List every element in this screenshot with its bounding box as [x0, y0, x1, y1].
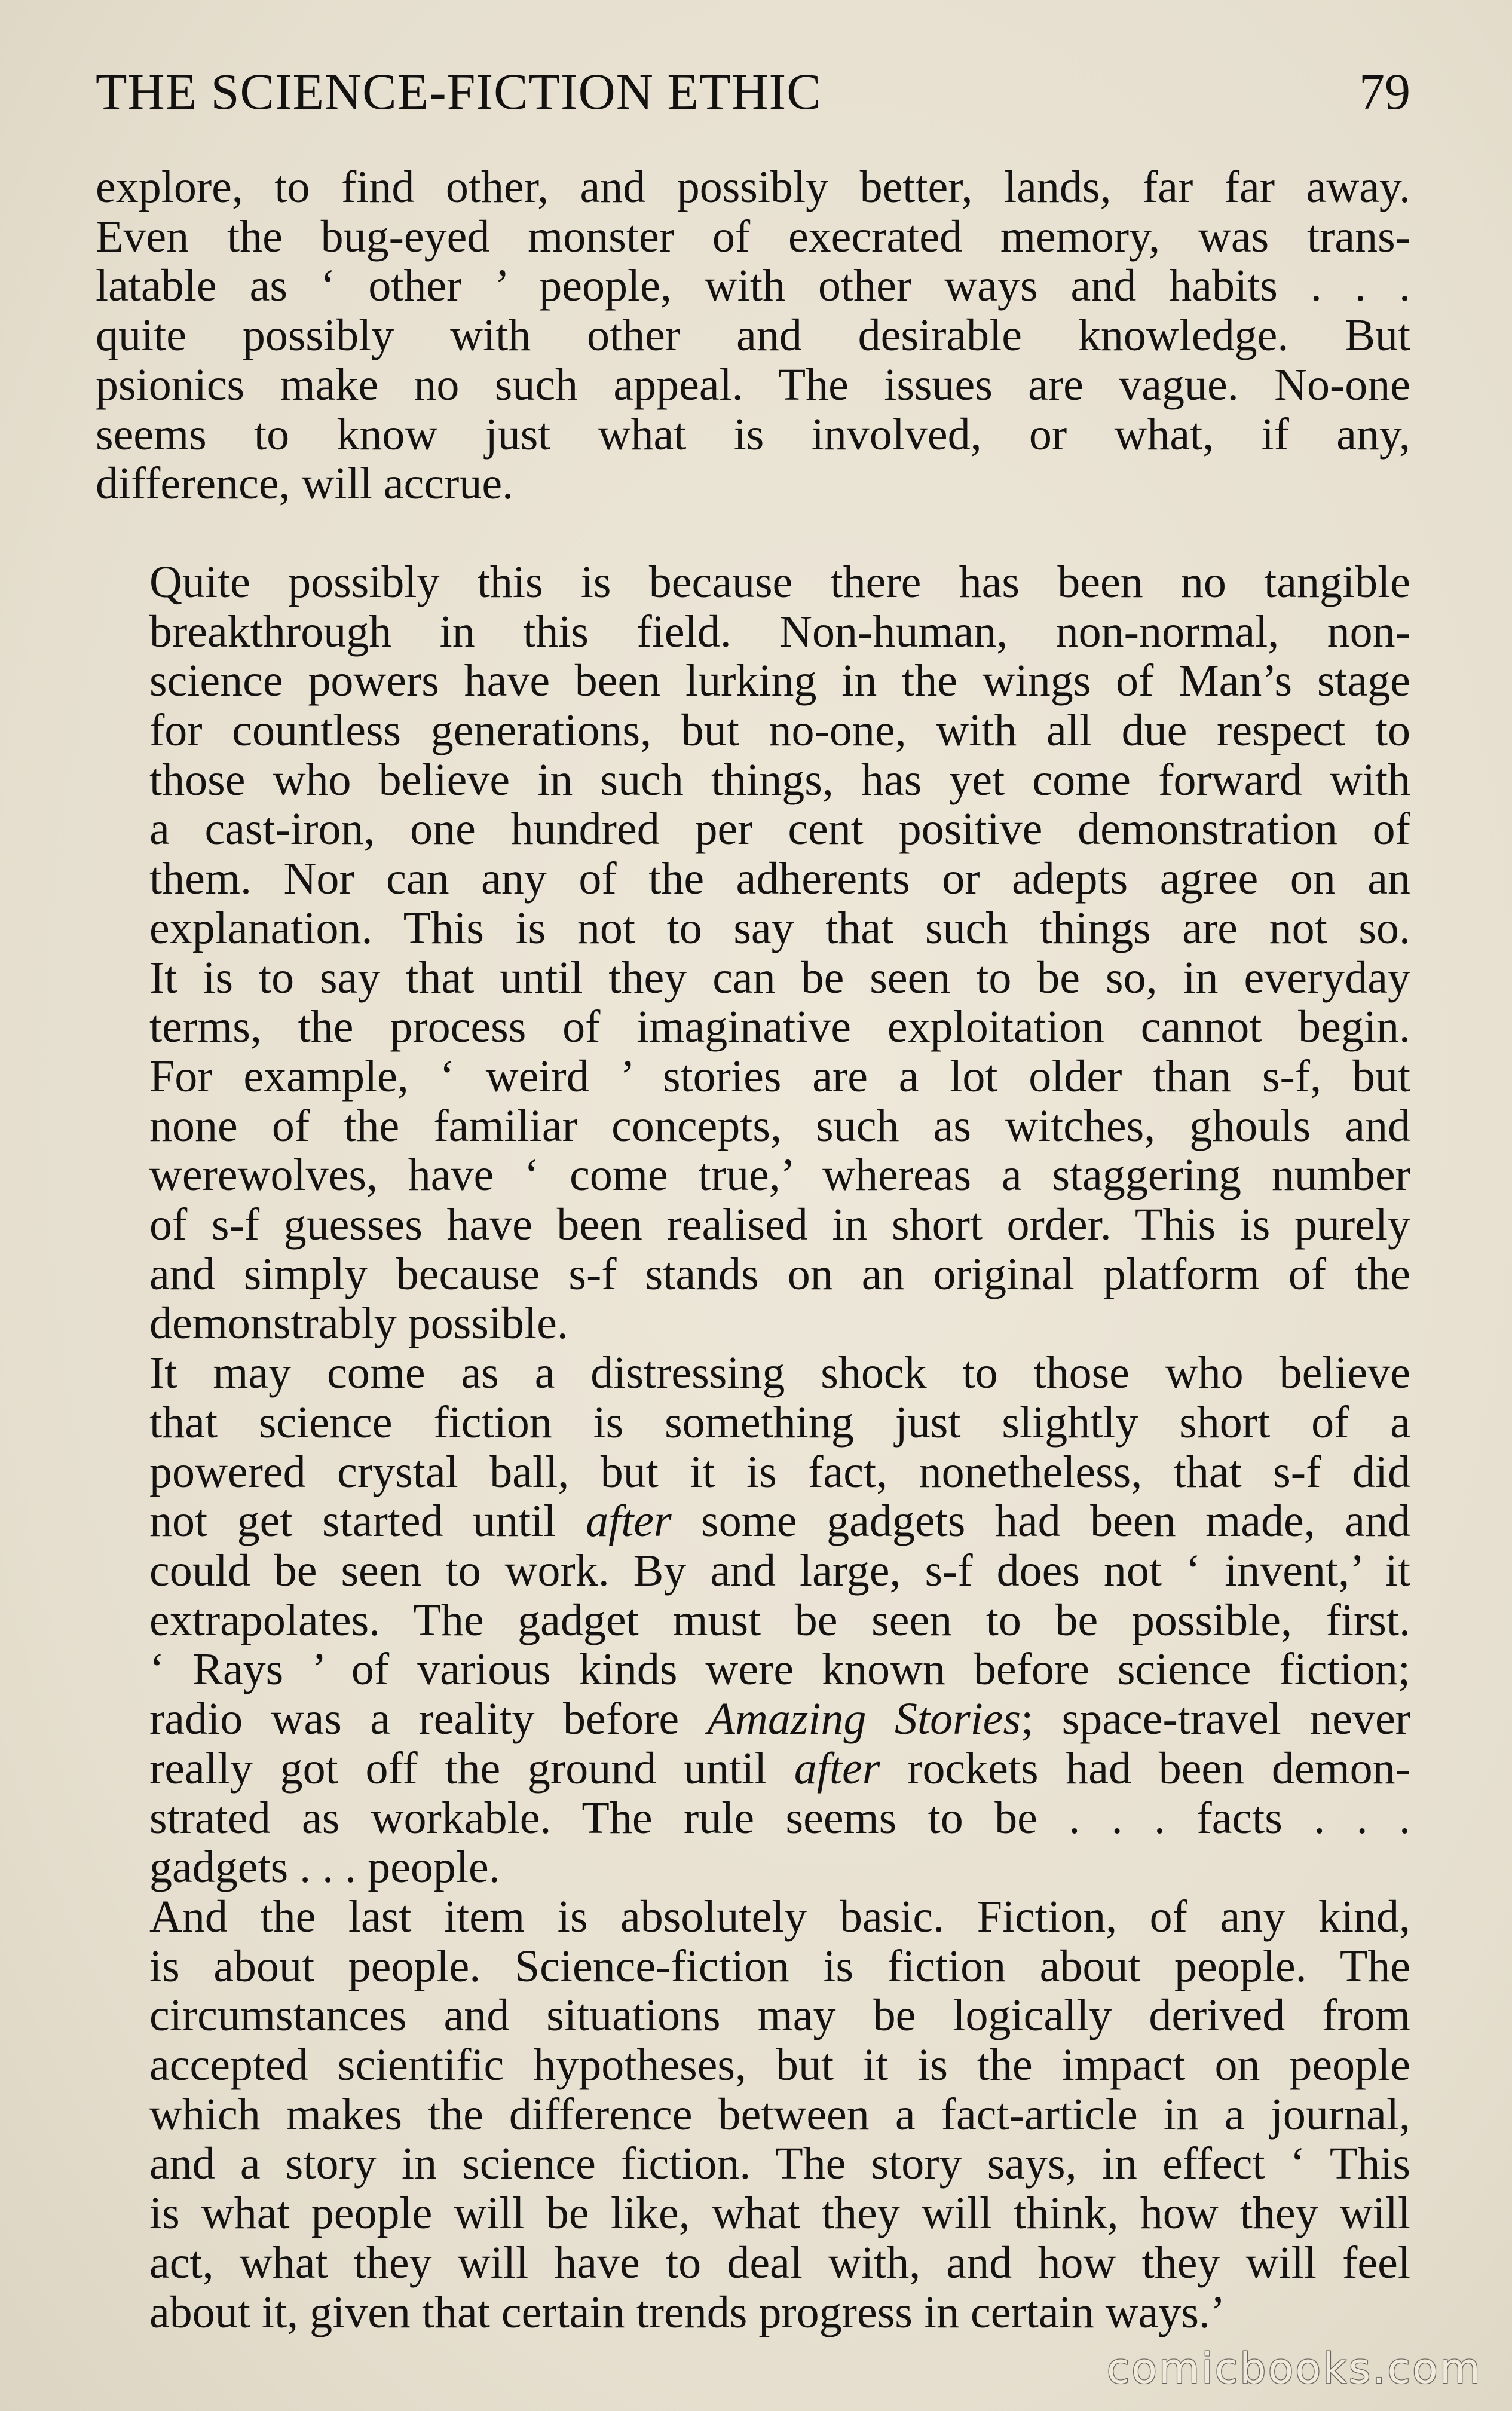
text-line: seems to know just what is involved, or what, if any, — [96, 409, 1410, 460]
text-line: explanation. This is not to say that such things are not so. — [149, 902, 1410, 953]
page-header — [96, 59, 1410, 124]
text-line: terms, the process of imaginative exploitation cannot begin. — [149, 1002, 1410, 1052]
text-line: none of the familiar concepts, such as witches, ghouls and — [149, 1100, 1410, 1151]
text-line: not get started until after some gadgets had been made, and — [149, 1496, 1410, 1547]
paragraph — [96, 1348, 1410, 1892]
text-line: psionics make no such appeal. The issues are vague. No-one — [96, 359, 1410, 410]
text-line: And the last item is absolutely basic. Fiction, of any kind, — [149, 1891, 1410, 1942]
running-head: THE SCIENCE-FICTION ETHIC — [96, 63, 822, 120]
text-line: radio was a reality before Amazing Stories; space-travel never — [149, 1694, 1410, 1745]
text-line: It is to say that until they can be seen to be so, in everyday — [149, 952, 1410, 1003]
text-line: of s-f guesses have been realised in short order. This is purely — [149, 1200, 1410, 1250]
text-line: It may come as a distressing shock to those who believe — [149, 1348, 1410, 1399]
text-line: is about people. Science-fiction is fiction about people. The — [149, 1941, 1410, 1991]
text-line: for countless generations, but no-one, with all due respect to — [149, 705, 1410, 756]
text-line: about it, given that certain trends progress in certain ways.’ — [149, 2287, 1226, 2337]
text-line: really got off the ground until after rockets had been demon- — [149, 1743, 1410, 1794]
paragraph — [96, 1892, 1410, 2337]
italic-text: after — [586, 1496, 672, 1547]
text-line: Even the bug-eyed monster of execrated memory, was trans- — [96, 211, 1410, 262]
paragraph — [96, 163, 1410, 509]
text-line: breakthrough in this field. Non-human, non-normal, non- — [149, 606, 1410, 657]
text-line: werewolves, have ‘ come true,’ whereas a staggering number — [149, 1150, 1410, 1201]
text-line: For example, ‘ weird ’ stories are a lot older than s-f, but — [149, 1051, 1410, 1102]
text-line: strated as workable. The rule seems to be . . . facts . . . — [149, 1792, 1410, 1843]
text-line: latable as ‘ other ’ people, with other ways and habits . . . — [96, 261, 1410, 311]
text-line: is what people will be like, what they will think, how they will — [149, 2188, 1410, 2239]
text-line: gadgets . . . people. — [149, 1842, 500, 1893]
text-line: circumstances and situations may be logically derived from — [149, 1990, 1410, 2041]
text-line: Quite possibly this is because there has been no tangible — [149, 556, 1410, 607]
italic-text: Amazing Stories — [707, 1694, 1021, 1745]
text-line: explore, to find other, and possibly better, lands, far far away. — [96, 162, 1410, 212]
watermark-logo: comicbooks.com — [1106, 2344, 1482, 2393]
paragraph-gap — [96, 509, 1410, 558]
text-line: that science fiction is something just slightly short of a — [149, 1397, 1410, 1448]
text-line: and simply because s-f stands on an original platform of the — [149, 1249, 1410, 1299]
text-line: science powers have been lurking in the wings of Man’s stage — [149, 656, 1410, 706]
text-line: could be seen to work. By and large, s-f does not ‘ invent,’ it — [149, 1545, 1410, 1596]
paragraph — [96, 558, 1410, 1348]
page-number: 79 — [1359, 63, 1410, 120]
text-line: difference, will accrue. — [96, 458, 514, 509]
text-line: which makes the difference between a fact-article in a journal, — [149, 2089, 1410, 2140]
text-line: demonstrably possible. — [149, 1298, 568, 1349]
text-line: and a story in science fiction. The story says, in effect ‘ This — [149, 2138, 1410, 2189]
text-line: them. Nor can any of the adherents or adepts agree on an — [149, 853, 1410, 904]
text-line: quite possibly with other and desirable knowledge. But — [96, 310, 1410, 361]
text-line: accepted scientific hypotheses, but it is the impact on people — [149, 2040, 1410, 2091]
text-line: those who believe in such things, has yet come forward with — [149, 754, 1410, 805]
italic-text: after — [794, 1743, 880, 1794]
text-line: powered crystal ball, but it is fact, nonetheless, that s-f did — [149, 1446, 1410, 1497]
text-line: ‘ Rays ’ of various kinds were known before science fiction; — [149, 1644, 1410, 1695]
text-line: act, what they will have to deal with, and how they will feel — [149, 2237, 1410, 2288]
body-text — [96, 163, 1410, 2337]
text-line: extrapolates. The gadget must be seen to be possible, first. — [149, 1595, 1410, 1645]
text-line: a cast-iron, one hundred per cent positive demonstration of — [149, 804, 1410, 855]
